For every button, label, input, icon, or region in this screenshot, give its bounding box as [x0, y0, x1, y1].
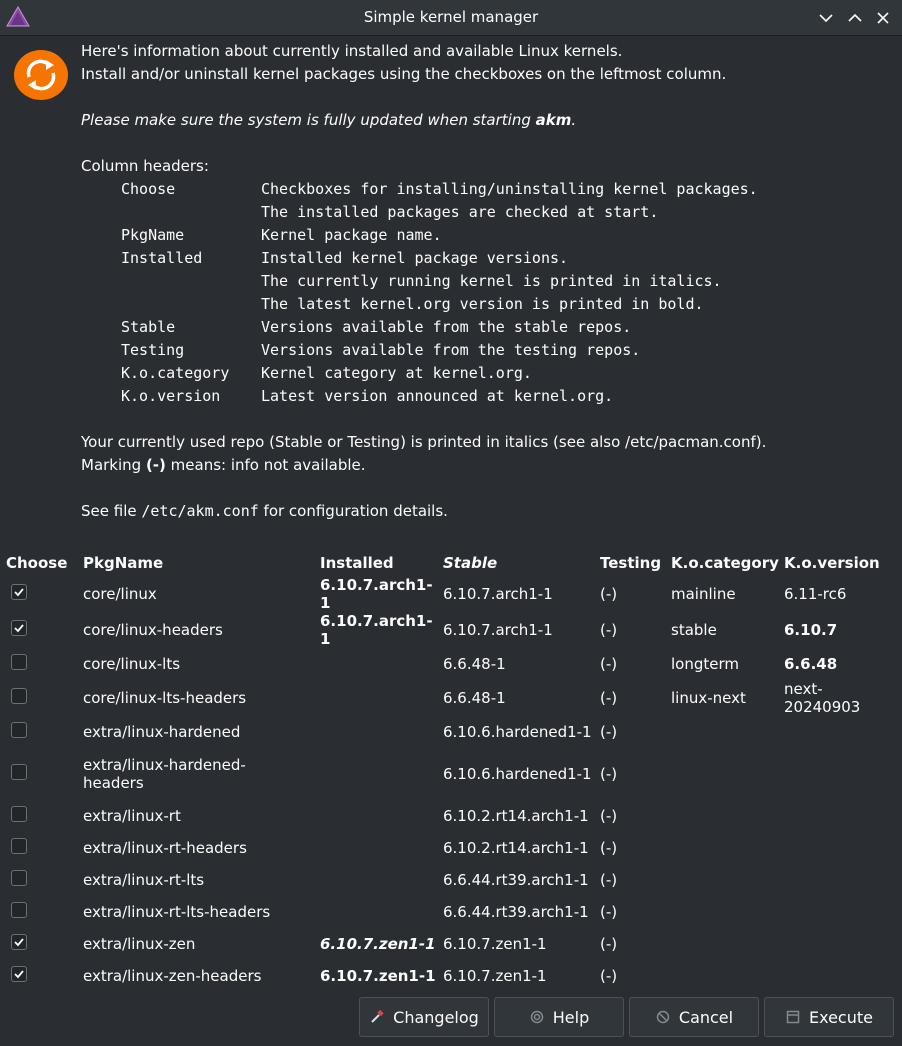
column-header-desc: Kernel package name. [261, 226, 442, 244]
pkgname-cell: core/linux-lts-headers [83, 689, 247, 707]
choose-cell [0, 748, 83, 800]
package-checkbox[interactable] [11, 722, 27, 738]
package-checkbox[interactable] [11, 688, 27, 704]
close-icon [873, 8, 893, 28]
choose-cell [0, 896, 83, 928]
pkgname-cell: core/linux-headers [83, 621, 223, 639]
cancel-icon [655, 1009, 671, 1025]
column-header-desc: Latest version announced at kernel.org. [261, 387, 614, 405]
table-row [0, 716, 894, 748]
installed-cell [320, 680, 443, 716]
column-header-desc-row [81, 247, 881, 270]
testing-cell: (-) [600, 839, 618, 857]
column-header-desc: The installed packages are checked at start. [261, 203, 659, 221]
column-header-desc: Checkboxes for installing/uninstalling kernel packages. [261, 180, 758, 198]
koversion-cell [784, 896, 894, 928]
package-checkbox[interactable] [11, 902, 27, 918]
stable-cell: 6.10.6.hardened1-1 [443, 723, 592, 741]
kocategory-cell [671, 748, 784, 800]
table-row [0, 648, 894, 680]
execute-icon [785, 1009, 801, 1025]
kocategory-cell [671, 800, 784, 832]
package-checkbox[interactable] [11, 806, 27, 822]
info-line-2: Install and/or uninstall kernel packages using the checkboxes on the leftmost column. [81, 65, 727, 83]
pkgname-cell: extra/linux-hardened [83, 723, 241, 741]
column-header-key: Choose [121, 180, 176, 198]
column-header-desc: The latest kernel.org version is printed in bold. [261, 295, 704, 313]
config-note: See file /etc/akm.conf for configuration details. [81, 502, 448, 520]
choose-cell [0, 680, 83, 716]
execute-button[interactable] [764, 997, 894, 1037]
marking-note: Marking (-) means: info not available. [81, 456, 366, 474]
kocategory-cell [671, 896, 784, 928]
koversion-cell: 6.6.48 [784, 655, 838, 673]
package-checkbox[interactable] [11, 934, 27, 950]
pkgname-line: extra/linux-hardened- [83, 756, 246, 774]
package-checkbox[interactable] [11, 620, 27, 636]
help-button[interactable] [494, 997, 624, 1037]
pkgname-cell: extra/linux-rt-headers [83, 839, 247, 857]
installed-cell: 6.10.7.zen1-1 [320, 935, 436, 953]
button-bar [0, 996, 902, 1040]
testing-cell: (-) [600, 723, 618, 741]
installed-cell: 6.10.7.zen1-1 [320, 967, 436, 985]
koversion-cell [784, 960, 894, 992]
column-header-desc-row [81, 201, 881, 224]
info-text [81, 40, 881, 523]
refresh-icon [13, 49, 69, 101]
help-icon [529, 1009, 545, 1025]
stable-cell: 6.10.7.zen1-1 [443, 935, 547, 953]
installed-cell [320, 648, 443, 680]
pkgname-cell: core/linux-lts [83, 655, 181, 673]
pkgname-cell: extra/linux-zen [83, 935, 196, 953]
testing-cell: (-) [600, 967, 618, 985]
table-row [0, 612, 894, 648]
kocategory-cell: mainline [671, 585, 736, 603]
choose-cell [0, 716, 83, 748]
kocategory-cell [671, 864, 784, 896]
column-header-key: K.o.version [121, 387, 221, 405]
stable-cell: 6.10.6.hardened1-1 [443, 765, 592, 783]
installed-cell: 6.10.7.arch1-1 [320, 576, 433, 612]
column-header-key: Stable [121, 318, 176, 336]
column-header-key: Installed [121, 249, 203, 267]
choose-cell [0, 612, 83, 648]
pkgname-cell: extra/linux-rt-lts-headers [83, 903, 271, 921]
execute-label: Execute [809, 1007, 873, 1027]
stable-cell: 6.6.44.rt39.arch1-1 [443, 871, 589, 889]
koversion-cell [784, 748, 894, 800]
column-header-desc: Versions available from the testing repos. [261, 341, 641, 359]
choose-cell [0, 928, 83, 960]
column-header-key: Testing [121, 341, 185, 359]
stable-cell: 6.6.44.rt39.arch1-1 [443, 903, 589, 921]
column-header-key [121, 293, 261, 316]
stable-cell: 6.6.48-1 [443, 655, 506, 673]
table-row [0, 896, 894, 928]
installed-cell [320, 748, 443, 800]
help-label: Help [552, 1007, 590, 1027]
koversion-cell: 6.10.7 [784, 621, 838, 639]
title-bar [0, 0, 902, 36]
package-checkbox[interactable] [11, 966, 27, 982]
minimize-button[interactable] [816, 8, 836, 28]
pkgname-cell: extra/linux-rt [83, 807, 181, 825]
table-row [0, 832, 894, 864]
pkgname-cell: extra/linux-zen-headers [83, 967, 262, 985]
testing-cell: (-) [600, 621, 618, 639]
cancel-label: Cancel [678, 1007, 734, 1027]
choose-cell [0, 800, 83, 832]
stable-cell: 6.10.7.arch1-1 [443, 621, 553, 639]
header-koversion: K.o.version [784, 554, 880, 572]
testing-cell: (-) [600, 689, 618, 707]
koversion-cell [784, 800, 894, 832]
table-row [0, 864, 894, 896]
kernel-table [0, 550, 894, 992]
changelog-button[interactable] [359, 997, 489, 1037]
header-kocategory: K.o.category [671, 554, 779, 572]
kocategory-cell [671, 832, 784, 864]
column-header-desc-row [81, 270, 881, 293]
close-button[interactable] [873, 8, 893, 28]
package-checkbox[interactable] [11, 870, 27, 886]
column-header-desc-row [81, 178, 881, 201]
koversion-cell [784, 864, 894, 896]
koversion-cell: next-20240903 [784, 680, 861, 716]
header-stable: Stable [443, 554, 498, 572]
koversion-cell [784, 928, 894, 960]
column-header-key: PkgName [121, 226, 185, 244]
installed-cell [320, 800, 443, 832]
testing-cell: (-) [600, 765, 618, 783]
column-header-desc: Versions available from the stable repos. [261, 318, 632, 336]
pkgname-cell [83, 748, 320, 800]
package-checkbox[interactable] [11, 764, 27, 780]
table-row [0, 680, 894, 716]
kocategory-cell [671, 960, 784, 992]
testing-cell: (-) [600, 903, 618, 921]
installed-cell: 6.10.7.arch1-1 [320, 612, 433, 648]
tools-icon [369, 1009, 385, 1025]
testing-cell: (-) [600, 655, 618, 673]
stable-cell: 6.10.2.rt14.arch1-1 [443, 839, 589, 857]
kocategory-cell: linux-next [671, 689, 746, 707]
window-title: Simple kernel manager [363, 8, 539, 26]
cancel-button[interactable] [629, 997, 759, 1037]
update-note: Please make sure the system is fully updated when starting akm. [81, 111, 577, 129]
stable-cell: 6.10.2.rt14.arch1-1 [443, 807, 589, 825]
table-row [0, 576, 894, 612]
column-header-desc-row [81, 316, 881, 339]
column-header-desc-row [81, 293, 881, 316]
koversion-cell [784, 716, 894, 748]
package-checkbox[interactable] [11, 838, 27, 854]
stable-cell: 6.10.7.zen1-1 [443, 967, 547, 985]
table-row [0, 800, 894, 832]
column-header-key [121, 201, 261, 224]
pkgname-cell: extra/linux-rt-lts [83, 871, 205, 889]
column-header-desc: Installed kernel package versions. [261, 249, 569, 267]
repo-note: Your currently used repo (Stable or Testing) is printed in italics (see also /etc/pacman.conf). [81, 433, 767, 451]
column-header-desc-row [81, 385, 881, 408]
installed-cell [320, 864, 443, 896]
header-pkgname: PkgName [83, 554, 164, 572]
installed-cell [320, 896, 443, 928]
table-row [0, 748, 894, 800]
choose-cell [0, 832, 83, 864]
column-header-key [121, 270, 261, 293]
info-line-1: Here's information about currently installed and available Linux kernels. [81, 42, 623, 60]
testing-cell: (-) [600, 871, 618, 889]
package-checkbox[interactable] [11, 584, 27, 600]
table-header [0, 550, 894, 576]
column-headers-list [81, 178, 881, 408]
kocategory-cell: stable [671, 621, 717, 639]
testing-cell: (-) [600, 585, 618, 603]
pkgname-cell: core/linux [83, 585, 157, 603]
chevron-down-icon [816, 8, 836, 28]
testing-cell: (-) [600, 935, 618, 953]
column-header-desc-row [81, 339, 881, 362]
testing-cell: (-) [600, 807, 618, 825]
package-checkbox[interactable] [11, 654, 27, 670]
kocategory-cell [671, 716, 784, 748]
header-installed: Installed [320, 554, 394, 572]
header-testing: Testing [600, 554, 662, 572]
choose-cell [0, 648, 83, 680]
column-headers-title: Column headers: [81, 157, 209, 175]
stable-cell: 6.10.7.arch1-1 [443, 585, 553, 603]
column-header-desc-row [81, 224, 881, 247]
table-row [0, 960, 894, 992]
choose-cell [0, 960, 83, 992]
column-header-desc: Kernel category at kernel.org. [261, 364, 532, 382]
chevron-up-icon [845, 8, 865, 28]
column-header-desc-row [81, 362, 881, 385]
koversion-cell: 6.11-rc6 [784, 585, 847, 603]
table-row [0, 928, 894, 960]
installed-cell [320, 832, 443, 864]
changelog-label: Changelog [393, 1007, 479, 1027]
choose-cell [0, 864, 83, 896]
koversion-cell [784, 832, 894, 864]
kocategory-cell: longterm [671, 655, 739, 673]
column-header-key: K.o.category [121, 364, 230, 382]
pkgname-line: headers [83, 774, 144, 792]
choose-cell [0, 576, 83, 612]
column-header-desc: The currently running kernel is printed in italics. [261, 272, 722, 290]
installed-cell [320, 716, 443, 748]
maximize-button[interactable] [845, 8, 865, 28]
kocategory-cell [671, 928, 784, 960]
header-choose: Choose [6, 554, 68, 572]
stable-cell: 6.6.48-1 [443, 689, 506, 707]
